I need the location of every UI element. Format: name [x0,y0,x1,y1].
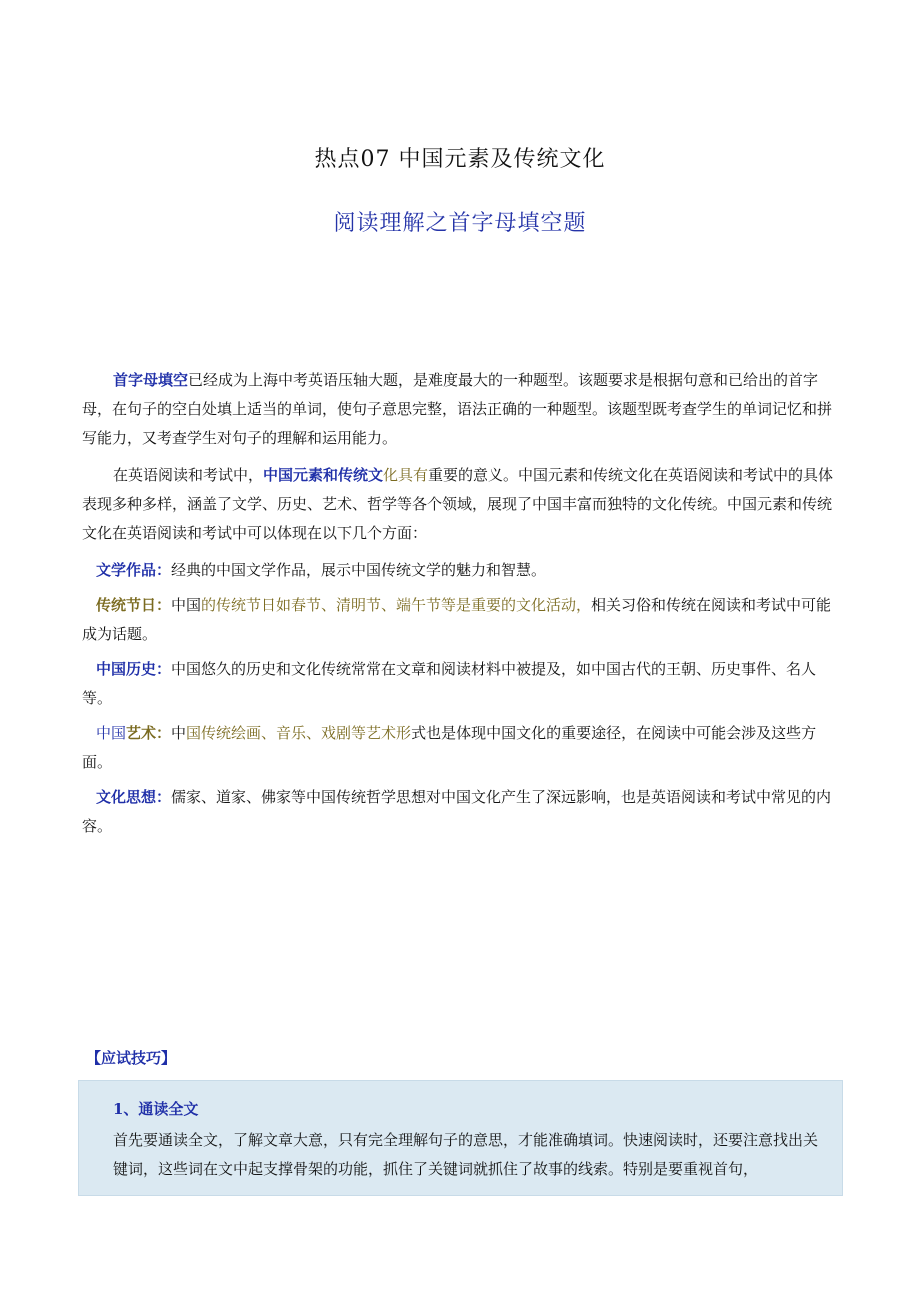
tips-item-1-title: 1、通读全文 [113,1100,199,1118]
aspect-history-text: 中国悠久的历史和文化传统常常在文章和阅读材料中被提及，如中国古代的王朝、历史事件、名人等。 [82,660,817,707]
aspect-art-label-b: 艺术： [126,724,172,742]
aspect-festivals-label: 传统节日： [96,596,172,614]
aspect-art-olive: 国传统绘画、音乐、戏剧等艺术形 [186,724,412,742]
intro-highlight-term: 首字母填空 [113,371,189,389]
intro-highlight-culture: 中国元素和传统文 [263,466,384,484]
page-subtitle: 阅读理解之首字母填空题 [333,211,587,236]
intro-paragraph-1-text: 已经成为上海中考英语压轴大题，是难度最大的一种题型。该题要求是根据句意和已给出的首字母，在句子的空白处填上适当的单词，使句子意思完整，语法正确的一种题型。该题型既考查学生的单词记忆和拼写能力，又考查学生对句子的理解和运用能力。 [82,371,833,447]
intro-section [82,366,844,847]
aspect-thought-label: 文化思想： [96,788,172,806]
aspect-literature-label: 文学作品： [96,561,172,579]
tips-box [78,1080,843,1196]
tips-heading: 【应试技巧】 [86,1049,177,1067]
aspect-festivals-olive: 的传统节日如春节、清明节、端午节等是重要的文化活动， [201,596,592,614]
intro-paragraph-2-start: 在英语阅读和考试中， [113,466,264,484]
aspect-art-text-b: 式也是体现中国文化的重要途径，在阅读中可能会涉及这些方面。 [82,724,817,771]
aspect-history-label: 中国历史： [96,660,172,678]
aspect-art [82,719,844,777]
aspect-festivals-text-b: 相关习俗和传统在阅读和考试中可能成为话题。 [82,596,832,643]
aspect-literature-text: 经典的中国文学作品，展示中国传统文学的魅力和智慧。 [171,561,547,579]
aspect-festivals-text-a: 中国 [171,596,202,614]
aspect-festivals [82,591,844,649]
aspect-art-label-a: 中国 [96,724,127,742]
aspect-history [82,655,844,713]
page-title: 热点07 中国元素及传统文化 [314,147,606,172]
intro-paragraph-2 [82,461,844,548]
aspect-literature [82,556,844,585]
aspect-thought-text: 儒家、道家、佛家等中国传统哲学思想对中国文化产生了深远影响，也是英语阅读和考试中常见的内容。 [82,788,832,835]
aspect-thought [82,783,844,841]
intro-paragraph-1 [82,366,844,453]
intro-paragraph-2-text: 重要的意义。中国元素和传统文化在英语阅读和考试中的具体表现多种多样，涵盖了文学、历史、艺术、哲学等各个领域，展现了中国丰富而独特的文化传统。中国元素和传统文化在英语阅读和考试中可以体现在以下几个方面： [82,466,834,542]
aspect-art-text-a: 中 [171,724,187,742]
tips-item-1-text: 首先要通读全文，了解文章大意，只有完全理解句子的意思，才能准确填词。快速阅读时，还要注意找出关键词，这些词在文中起支撑骨架的功能，抓住了关键词就抓住了故事的线索。特别是要重视首句， [113,1131,819,1178]
intro-olive-text: 化具有 [383,466,429,484]
